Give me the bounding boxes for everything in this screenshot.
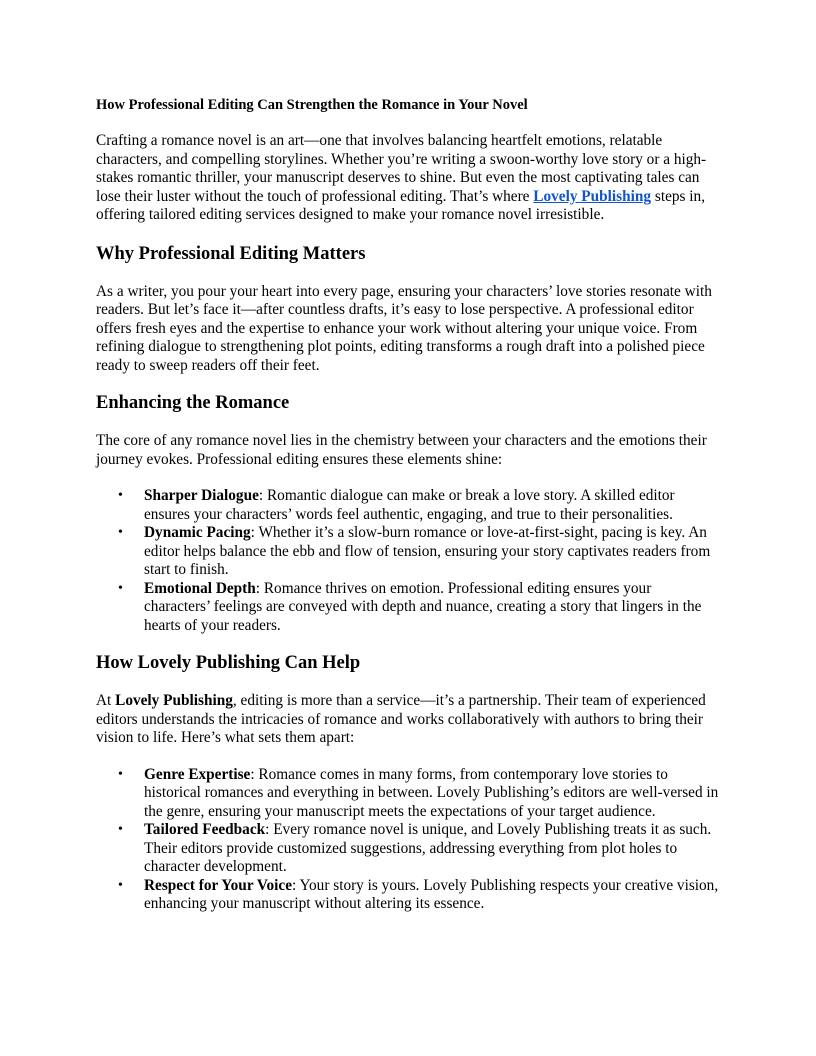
list-item-term: Sharper Dialogue: [144, 487, 259, 504]
list-item: [96, 524, 720, 580]
heading-why-editing-matters: Why Professional Editing Matters: [96, 243, 366, 264]
bullet-icon: •: [118, 580, 123, 596]
bullet-icon: •: [118, 877, 123, 893]
help-paragraph: [96, 692, 720, 748]
lovely-publishing-link[interactable]: Lovely Publishing: [533, 187, 652, 205]
help-list: [96, 766, 720, 914]
heading-how-lovely-publishing-helps: How Lovely Publishing Can Help: [96, 653, 361, 673]
list-item-text: : Romance comes in many forms, from contemporary love stories to historical romances and everything in between. Lovely Publishing’s editors are well-versed in the genre, ensuring your manuscript meets the expectations of your target audience.: [144, 765, 719, 820]
list-item-term: Dynamic Pacing: [144, 524, 251, 541]
intro-text-before-link: Crafting a romance novel is an art—one that involves balancing heartfelt emotions, relatable characters, and compelling storylines. Whether you’re writing a swoon-worthy love story or a high-stakes romantic thriller, your manuscript deserves to shine. But even the most captivating tales can lose their luster without the touch of professional editing. That’s where: [96, 132, 707, 205]
list-item-text: : Every romance novel is unique, and Lovely Publishing treats it as such. Their editors provide customized suggestions, addressing everything from plot holes to character development.: [144, 821, 712, 875]
document-page: [96, 96, 720, 914]
list-item-text: : Whether it’s a slow-burn romance or love-at-first-sight, pacing is key. An editor helps balance the ebb and flow of tension, ensuring your story captivates readers from start to finish.: [144, 524, 711, 578]
list-item: [96, 766, 720, 822]
document-title: How Professional Editing Can Strengthen the Romance in Your Novel: [96, 97, 528, 113]
list-item-term: Tailored Feedback: [144, 821, 266, 838]
help-text-prefix: At: [96, 692, 116, 709]
heading-enhancing-romance: Enhancing the Romance: [96, 393, 290, 413]
list-item-term: Emotional Depth: [144, 579, 256, 597]
list-item-term: Respect for Your Voice: [144, 876, 292, 894]
enhancing-list: [96, 487, 720, 635]
list-item-text: : Your story is yours. Lovely Publishing respects your creative vision, enhancing your manuscript without altering its essence.: [144, 876, 719, 912]
list-item-text: : Romance thrives on emotion. Professional editing ensures your characters’ feelings are conveyed with depth and nuance, creating a story that lingers in the hearts of your readers.: [144, 579, 702, 634]
bullet-icon: •: [118, 525, 123, 540]
list-item: [96, 877, 720, 914]
list-item-term: Genre Expertise: [144, 765, 251, 783]
help-text-suffix: , editing is more than a service—it’s a partnership. Their team of experienced editors understands the intricacies of romance and works collaboratively with authors to bring their vision to life. Here’s what sets them apart:: [96, 692, 706, 746]
bullet-icon: •: [118, 488, 123, 503]
intro-text-after-link: steps in, offering tailored editing services designed to make your romance novel irresistible.: [96, 187, 706, 223]
enhancing-paragraph: The core of any romance novel lies in the chemistry between your characters and the emotions their journey evokes. Professional editing ensures these elements shine:: [96, 432, 707, 468]
help-text-bold: Lovely Publishing: [115, 692, 233, 709]
why-paragraph: As a writer, you pour your heart into every page, ensuring your characters’ love stories resonate with readers. But let’s face it—after countless drafts, it’s easy to lose perspective. A professional editor offers fresh eyes and the expertise to enhance your work without altering your unique voice. From refining dialogue to strengthening plot points, editing transforms a rough draft into a polished piece ready to sweep readers off their feet.: [96, 282, 712, 374]
bullet-icon: •: [118, 766, 123, 782]
list-item: [96, 821, 720, 877]
list-item: [96, 487, 720, 524]
list-item: [96, 580, 720, 636]
list-item-text: : Romantic dialogue can make or break a love story. A skilled editor ensures your characters’ words feel authentic, engaging, and true to their personalities.: [144, 487, 675, 523]
bullet-icon: •: [118, 822, 123, 837]
intro-paragraph: [96, 132, 720, 225]
